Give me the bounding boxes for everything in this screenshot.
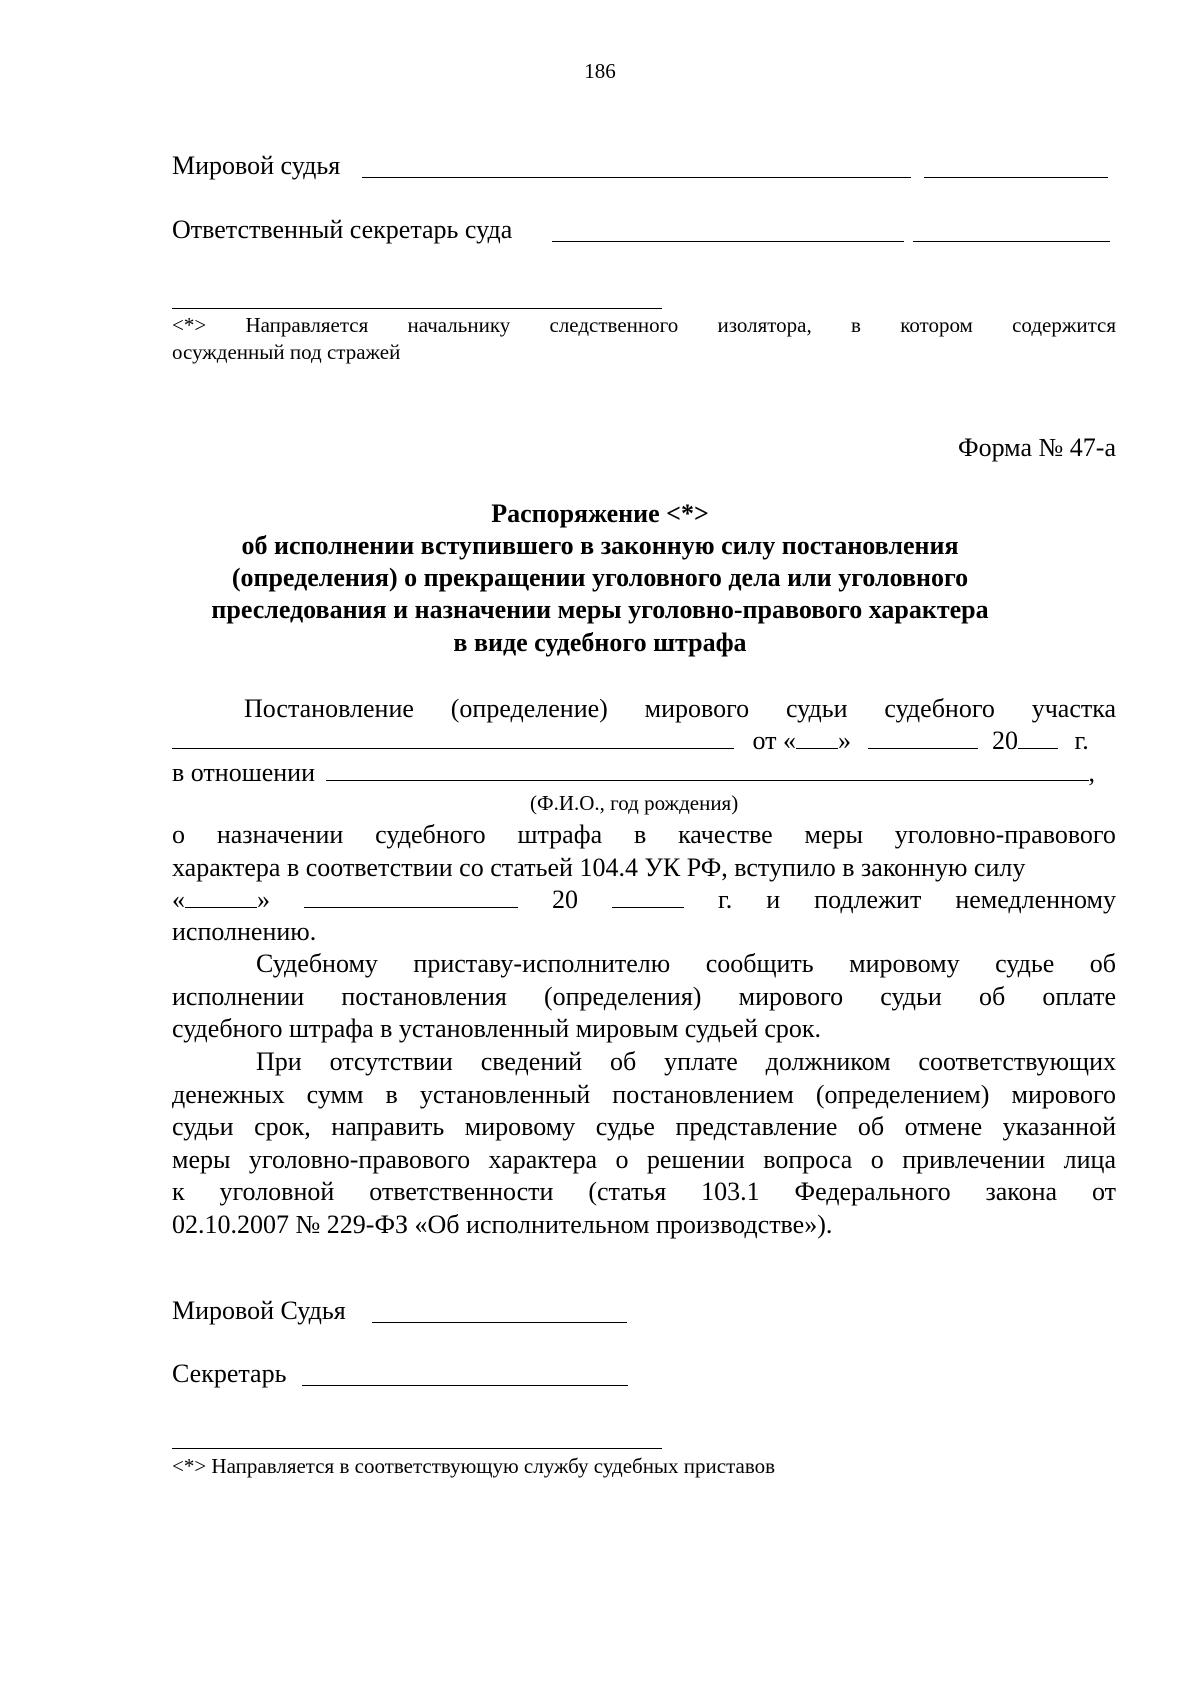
secretary-signature-label: Ответственный секретарь суда xyxy=(172,215,513,244)
bottom-judge-signature-line xyxy=(372,1322,627,1323)
date-year-field[interactable] xyxy=(1018,726,1058,749)
fio-caption: (Ф.И.О., год рождения) xyxy=(530,791,739,815)
body-word: и xyxy=(766,885,781,914)
body-word: (определение) xyxy=(450,694,608,723)
quote-close: » xyxy=(838,726,852,755)
footnote-separator xyxy=(172,308,662,309)
bottom-judge-label: Мировой Судья xyxy=(172,1296,346,1325)
court-district-field[interactable] xyxy=(172,726,734,749)
paragraph-3-line-1: При отсутствии сведений об уплате должником соответствующих xyxy=(256,1047,1116,1076)
paragraph-3-line-3: судьи срок, направить мировому судье представление об отмене указанной xyxy=(172,1112,1116,1141)
date-month-field[interactable] xyxy=(868,726,978,749)
quote-close: » xyxy=(257,885,270,914)
footnote-word: изолятора, xyxy=(717,313,812,337)
footnote-word: следственного xyxy=(549,313,679,337)
paragraph-3-line-2: денежных сумм в установленный постановлением (определением) мирового xyxy=(172,1079,1116,1109)
paragraph-3-line-6: 02.10.2007 № 229-ФЗ «Об исполнительном производстве»). xyxy=(172,1209,833,1239)
paragraph-2 xyxy=(172,948,1116,1046)
body-word: немедленному xyxy=(955,885,1116,914)
body-line-1 xyxy=(244,693,1116,725)
in-respect-label: в отношении xyxy=(172,758,316,787)
body-word: о xyxy=(172,820,185,849)
year-prefix: 20 xyxy=(992,726,1019,755)
title-line-4: преследования и назначении меры уголовно-правового характера xyxy=(211,595,989,624)
year-suffix: г. xyxy=(1074,726,1089,755)
bottom-secretary-label: Секретарь xyxy=(172,1359,287,1388)
judge-signature-line xyxy=(362,177,911,178)
body-word: штрафа xyxy=(517,820,603,849)
judge-signature-line-2 xyxy=(924,177,1108,178)
entry-year-prefix: 20 xyxy=(552,885,578,914)
bottom-secretary-signature-line xyxy=(302,1385,628,1386)
quote-open: « xyxy=(172,885,185,914)
secretary-signature-line xyxy=(552,241,904,242)
footnote-2-separator xyxy=(172,1448,662,1449)
body-word: меры xyxy=(804,820,863,849)
body-line-7: исполнению. xyxy=(172,917,317,946)
date-from-label: от « xyxy=(752,726,797,755)
body-word: назначении xyxy=(216,820,344,849)
body-line-3 xyxy=(172,757,1095,789)
body-line-4 xyxy=(172,819,1116,851)
body-line-2 xyxy=(172,725,1116,757)
fio-field[interactable] xyxy=(326,758,1089,781)
body-word: судьи xyxy=(785,694,848,723)
judge-signature-label: Мировой судья xyxy=(172,151,341,180)
title-line-3: (определения) о прекращении уголовного дела или уголовного xyxy=(231,563,969,592)
paragraph-2-line-3: судебного штрафа в установленный мировым судьей срок. xyxy=(172,1014,822,1043)
entry-month-field[interactable] xyxy=(304,885,518,908)
page-number: 186 xyxy=(584,59,616,83)
paragraph-2-line-2: исполнении постановления (определения) мирового судьи об оплате xyxy=(172,981,1116,1011)
footnote-1-line-1 xyxy=(172,312,1116,338)
paragraph-3 xyxy=(172,1046,1116,1241)
body-word: уголовно-правового xyxy=(894,820,1116,849)
paragraph-3-line-5: к уголовной ответственности (статья 103.1 Федерального закона от xyxy=(172,1177,1116,1206)
footnote-1-line-2: осужденный под стражей xyxy=(172,340,401,364)
body-word: мирового xyxy=(644,694,750,723)
title-line-1: Распоряжение <*> xyxy=(491,499,709,528)
paragraph-3-line-4: меры уголовно-правового характера о решении вопроса о привлечении лица xyxy=(172,1144,1116,1174)
date-day-field[interactable] xyxy=(796,726,838,749)
footnote-word: начальнику xyxy=(407,313,511,337)
body-word: судебного xyxy=(375,820,486,849)
body-word: качестве xyxy=(678,820,773,849)
body-word: Постановление xyxy=(244,694,414,723)
body-line-6 xyxy=(172,884,1116,916)
title-line-2: об исполнении вступившего в законную силу постановления xyxy=(241,531,959,560)
body-word: подлежит xyxy=(814,885,922,914)
body-line-5: характера в соответствии со статьей 104.4 УК РФ, вступило в законную силу xyxy=(172,853,1026,882)
footnote-word: содержится xyxy=(1012,313,1116,337)
comma: , xyxy=(1088,758,1096,787)
entry-day-field[interactable] xyxy=(185,885,257,908)
title-line-5: в виде судебного штрафа xyxy=(453,628,747,657)
body-word: г. xyxy=(718,885,733,914)
entry-year-field[interactable] xyxy=(612,885,684,908)
secretary-signature-line-2 xyxy=(913,241,1110,242)
footnote-word: Направляется xyxy=(245,313,369,337)
body-word: судебного xyxy=(884,694,995,723)
footnote-word: в xyxy=(851,313,861,337)
footnote-word: <*> xyxy=(172,313,207,337)
footnote-word: котором xyxy=(900,313,973,337)
footnote-2: <*> Направляется в соответствующую службу судебных приставов xyxy=(172,1454,776,1478)
paragraph-2-line-1: Судебному приставу-исполнителю сообщить мировому судье об xyxy=(256,949,1116,978)
form-number: Форма № 47-а xyxy=(958,433,1116,462)
body-word: в xyxy=(633,820,647,849)
body-word: участка xyxy=(1031,694,1116,723)
